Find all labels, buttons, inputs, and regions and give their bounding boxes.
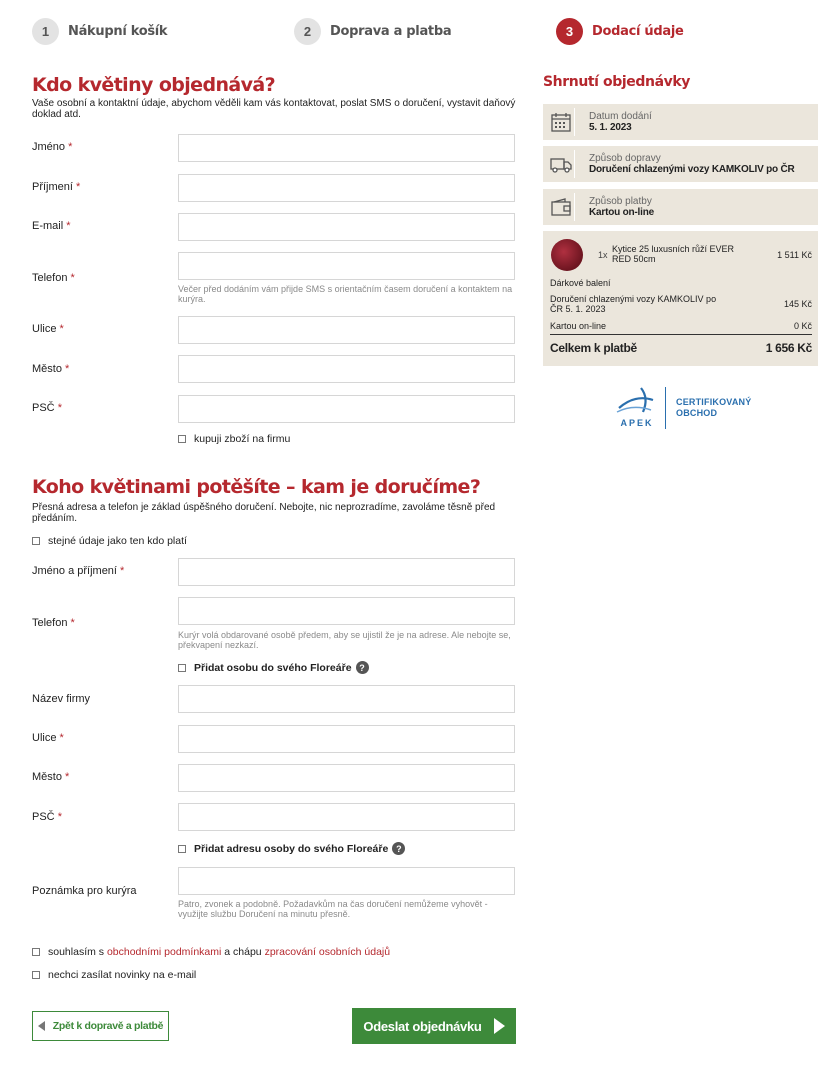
checkout-steps: [32, 18, 812, 48]
step-label: Dodací údaje: [592, 24, 684, 39]
section-intro-recipient: Přesná adresa a telefon je základ úspěšného doručení. Nebojte, nic neprozradíme, zavoláme těsně před předáním.: [32, 502, 496, 524]
phone-hint: Večer před dodáním vám přijde SMS s orientačním časem doručení a kontaktem na kurýra.: [178, 284, 513, 304]
field-label: Město *: [32, 771, 70, 783]
recipient-phone-hint: Kurýr volá obdarované osobě předem, aby se ujistil že je na adrese. Ale nebojte se, překvapení nezkazí.: [178, 630, 511, 650]
total-value: 1 656 Kč: [765, 341, 812, 355]
add-person-checkbox[interactable]: [178, 661, 369, 674]
product-thumbnail: [551, 239, 583, 271]
recipient-phone-input[interactable]: [178, 597, 515, 625]
field-label: PSČ *: [32, 811, 62, 823]
field-label: Jméno *: [32, 141, 73, 153]
divider: [665, 387, 666, 429]
summary-payment: [543, 189, 818, 225]
checkbox-label: kupuji zboží na firmu: [194, 433, 291, 445]
summary-label: Způsob platby: [589, 195, 652, 207]
checkbox-box[interactable]: [32, 971, 40, 979]
wallet-icon: [547, 193, 575, 221]
summary-date: [543, 104, 818, 140]
field-label: E-mail *: [32, 220, 71, 232]
newsletter-optout-checkbox[interactable]: [32, 969, 196, 981]
terms-consent: [32, 946, 390, 958]
apek-brand: APEK: [620, 418, 654, 428]
order-total: [550, 334, 812, 355]
summary-items: [543, 231, 818, 366]
arrow-left-icon: [38, 1021, 45, 1031]
section-title-recipient: Koho květinami potěšíte – kam je doručíme?: [32, 476, 481, 498]
summary-value: Kartou on-line: [589, 206, 654, 218]
summary-value: 5. 1. 2023: [589, 121, 632, 133]
help-icon[interactable]: ?: [392, 842, 405, 855]
summary-label: Datum dodání: [589, 110, 652, 122]
terms-checkbox[interactable]: [32, 948, 40, 956]
company-checkbox[interactable]: [178, 433, 290, 445]
step-label: Doprava a platba: [330, 24, 452, 39]
summary-shipping: [543, 146, 818, 182]
field-label: Jméno a příjmení *: [32, 565, 125, 577]
step-number: 2: [294, 18, 321, 45]
same-data-checkbox[interactable]: [32, 535, 187, 547]
checkbox-box[interactable]: [32, 537, 40, 545]
recipient-name-input[interactable]: [178, 558, 515, 586]
checkout-form: [32, 74, 516, 1034]
last-name-input[interactable]: [178, 174, 515, 202]
step-label: Nákupní košík: [68, 24, 168, 39]
terms-link[interactable]: obchodními podmínkami: [106, 946, 222, 958]
street-input[interactable]: [178, 316, 515, 344]
phone-input[interactable]: [178, 252, 515, 280]
apek-cert-text: [676, 397, 751, 419]
add-address-checkbox[interactable]: [178, 842, 405, 855]
field-label: Poznámka pro kurýra: [32, 885, 137, 897]
step-number: 3: [556, 18, 583, 45]
checkbox-label: stejné údaje jako ten kdo platí: [48, 535, 187, 547]
consent-text: a chápu: [224, 946, 262, 958]
courier-note-hint: Patro, zvonek a podobně. Požadavkům na čas doručení nemůžeme vyhovět - využijte službu Doručení na minutu přesně.: [178, 899, 488, 919]
submit-order-button[interactable]: [352, 1008, 516, 1044]
email-input[interactable]: [178, 213, 515, 241]
summary-value: Doručení chlazenými vozy KAMKOLIV po ČR: [589, 163, 795, 175]
section-intro-orderer: Vaše osobní a kontaktní údaje, abychom věděli kam vás kontaktovat, poslat SMS o doručení, vystavit daňový doklad atd.: [32, 98, 516, 120]
field-label: Ulice *: [32, 732, 64, 744]
summary-title: Shrnutí objednávky: [543, 74, 690, 90]
field-label: Město *: [32, 363, 70, 375]
cert-line: OBCHOD: [676, 408, 718, 418]
consent-text: souhlasím s: [48, 946, 105, 958]
first-name-input[interactable]: [178, 134, 515, 162]
button-label: Zpět k dopravě a platbě: [52, 1020, 164, 1032]
step-number: 1: [32, 18, 59, 45]
summary-label: Způsob dopravy: [589, 152, 661, 164]
gift-wrap-line: Dárkové balení: [550, 278, 611, 288]
step-shipping[interactable]: [294, 18, 451, 45]
field-label: Příjmení *: [32, 181, 81, 193]
recipient-city-input[interactable]: [178, 764, 515, 792]
field-label: Název firmy: [32, 693, 91, 705]
order-summary: [543, 74, 818, 428]
zip-input[interactable]: [178, 395, 515, 423]
item-quantity: 1x: [598, 250, 608, 260]
truck-icon: [547, 150, 575, 178]
item-price: 1 511 Kč: [777, 250, 812, 260]
courier-note-input[interactable]: [178, 867, 515, 895]
arrow-right-icon: [494, 1018, 505, 1034]
checkbox-label: Přidat adresu osoby do svého Floreáře: [194, 842, 389, 855]
step-cart[interactable]: [32, 18, 167, 45]
payment-price: 0 Kč: [793, 321, 812, 331]
back-button[interactable]: [32, 1011, 169, 1041]
checkbox-box[interactable]: [178, 664, 186, 672]
apek-logo: [613, 386, 661, 430]
calendar-icon: [547, 108, 575, 136]
field-label: Telefon *: [32, 617, 75, 629]
total-label: Celkem k platbě: [550, 341, 637, 355]
checkbox-box[interactable]: [178, 435, 186, 443]
help-icon[interactable]: ?: [356, 661, 369, 674]
delivery-price: 145 Kč: [783, 299, 812, 309]
recipient-zip-input[interactable]: [178, 803, 515, 831]
item-name: Kytice 25 luxusních růží EVER RED 50cm: [612, 244, 735, 264]
company-input[interactable]: [178, 685, 515, 713]
recipient-street-input[interactable]: [178, 725, 515, 753]
checkbox-label: nechci zasílat novinky na e-mail: [48, 969, 197, 981]
step-delivery-details: [556, 18, 684, 45]
cert-line: CERTIFIKOVANÝ: [676, 397, 752, 407]
field-label: Ulice *: [32, 323, 64, 335]
delivery-line: Doručení chlazenými vozy KAMKOLIV po ČR 5. 1. 2023: [550, 294, 717, 314]
payment-line: Kartou on-line: [550, 321, 607, 331]
privacy-link[interactable]: zpracování osobních údajů: [264, 946, 391, 958]
checkbox-label: Přidat osobu do svého Floreáře: [194, 661, 352, 674]
section-title-orderer: Kdo květiny objednává?: [32, 74, 276, 96]
checkbox-box[interactable]: [178, 845, 186, 853]
button-label: Odeslat objednávku: [363, 1018, 482, 1034]
field-label: PSČ *: [32, 402, 62, 414]
city-input[interactable]: [178, 355, 515, 383]
apek-certificate: [613, 386, 751, 430]
field-label: Telefon *: [32, 272, 75, 284]
